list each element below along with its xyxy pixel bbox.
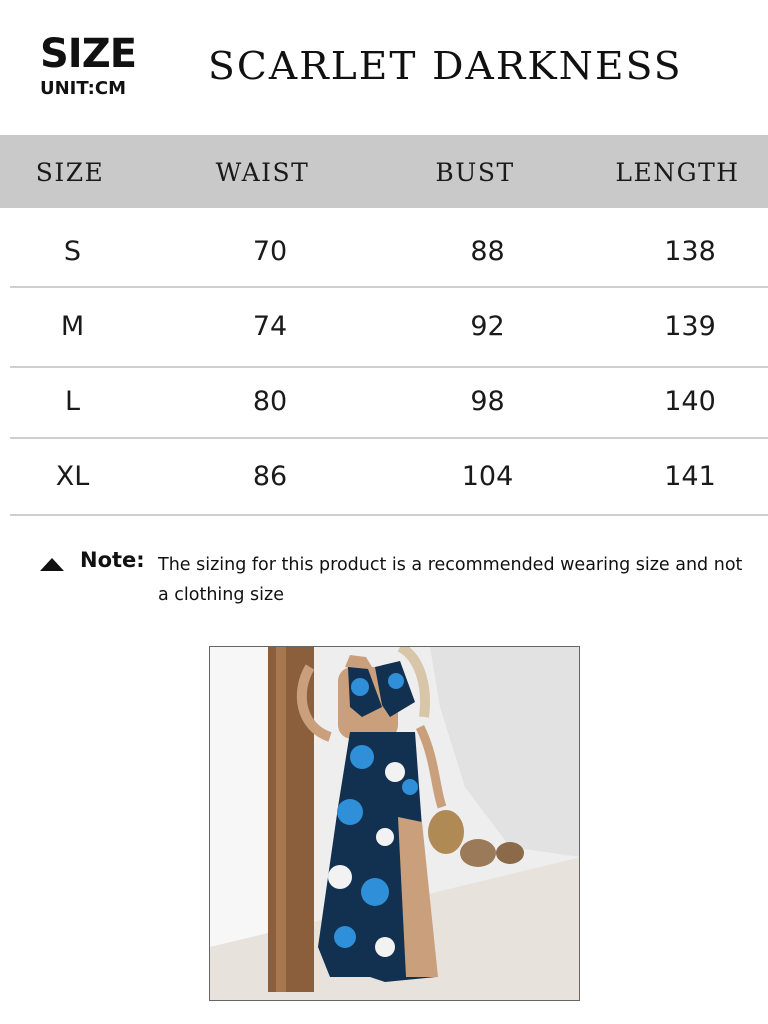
row-divider [10,514,768,516]
row-divider [10,366,768,368]
product-model-photo [209,646,580,1001]
warning-triangle-icon [40,558,64,571]
table-cell-length: 138 [664,236,716,267]
flower-print [376,828,394,846]
flower-print [351,678,369,696]
flower-print [388,673,404,689]
wooden-post [268,647,314,992]
flower-print [361,878,389,906]
flower-print [337,799,363,825]
woven-bag [428,810,464,854]
column-header-length: LENGTH [615,158,740,187]
table-cell-bust: 104 [461,461,514,492]
flower-print [385,762,405,782]
table-cell-size: XL [55,461,90,492]
table-cell-length: 141 [664,461,716,492]
note-label: Note: [80,548,145,572]
table-row [10,311,768,347]
table-cell-length: 140 [664,386,716,417]
clay-pot [460,839,496,867]
column-header-size: SIZE [35,158,105,187]
flower-print [328,865,352,889]
brand-title: SCARLET DARKNESS [208,44,683,88]
table-cell-size: M [60,311,85,342]
unit-label: UNIT:CM [40,78,126,99]
table-cell-bust: 88 [470,236,505,267]
size-badge [40,31,150,100]
table-cell-length: 139 [664,311,716,342]
flower-print [402,779,418,795]
size-heading: SIZE [40,31,137,77]
table-cell-size: L [64,386,81,417]
table-cell-waist: 86 [252,461,288,492]
wooden-post-highlight [276,647,286,992]
row-divider [10,437,768,439]
table-cell-size: S [63,236,82,267]
table-cell-waist: 74 [252,311,288,342]
product-photo-illustration [210,647,580,1001]
size-table-header [0,135,768,208]
table-row [10,461,768,497]
column-header-waist: WAIST [215,158,310,187]
table-cell-waist: 80 [252,386,288,417]
table-row [10,386,768,422]
column-header-bust: BUST [435,158,515,187]
table-cell-bust: 92 [470,311,505,342]
table-cell-waist: 70 [252,236,288,267]
flower-print [375,937,395,957]
flower-print [334,926,356,948]
table-cell-bust: 98 [470,386,505,417]
table-row [10,236,768,272]
row-divider [10,286,768,288]
note-text: The sizing for this product is a recommended wearing size and not a clothing size [158,555,743,605]
flower-print [350,745,374,769]
clay-pot [496,842,524,864]
